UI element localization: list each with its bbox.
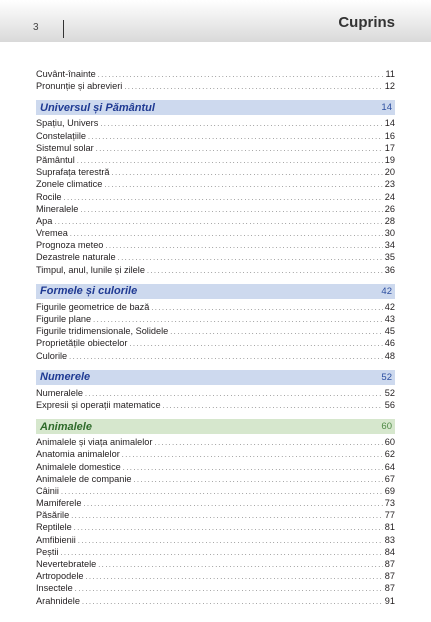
- section-page: 14: [381, 102, 392, 114]
- toc-entry-label: Proprietățile obiectelor: [36, 338, 128, 349]
- toc-entry[interactable]: [36, 154, 395, 166]
- dot-leader: [154, 438, 382, 448]
- toc-entry[interactable]: [36, 399, 395, 411]
- toc-entry[interactable]: [36, 497, 395, 509]
- table-of-contents: [36, 68, 395, 615]
- toc-entry-page: 67: [384, 473, 395, 484]
- toc-entry[interactable]: [36, 350, 395, 362]
- dot-leader: [75, 584, 383, 594]
- toc-entry-label: Animalele de companie: [36, 473, 132, 484]
- toc-entry[interactable]: [36, 166, 395, 178]
- toc-entry-label: Câinii: [36, 485, 59, 496]
- toc-entry[interactable]: [36, 534, 395, 546]
- toc-sections: [36, 100, 395, 606]
- toc-entry[interactable]: [36, 117, 395, 129]
- toc-entry-label: Animalele domestice: [36, 461, 121, 472]
- toc-entry-label: Timpul, anul, lunile și zilele: [36, 264, 145, 275]
- dot-leader: [118, 253, 383, 263]
- toc-entry-page: 87: [384, 559, 395, 569]
- dot-leader: [96, 144, 383, 154]
- toc-entry[interactable]: [36, 473, 395, 485]
- dot-leader: [105, 241, 382, 251]
- toc-entry-label: Arahnidele: [36, 595, 80, 606]
- toc-entry[interactable]: [36, 251, 395, 263]
- dot-leader: [98, 70, 384, 80]
- dot-leader: [163, 401, 383, 411]
- toc-entry-label: Spațiu, Univers: [36, 118, 99, 129]
- toc-entry[interactable]: [36, 264, 395, 276]
- toc-entry-label: Culorile: [36, 350, 68, 361]
- toc-entry-page: 36: [384, 264, 395, 275]
- dot-leader: [83, 499, 382, 509]
- toc-entry-label: Dezastrele naturale: [36, 252, 116, 263]
- toc-entry-page: 60: [384, 437, 395, 448]
- dot-leader: [70, 229, 383, 239]
- toc-entry-label: Animalele și viața animalelor: [36, 437, 153, 448]
- toc-entry-page: 34: [384, 240, 395, 251]
- toc-entry[interactable]: [36, 227, 395, 239]
- dot-leader: [69, 352, 383, 362]
- toc-entry-label: Vremea: [36, 228, 68, 239]
- toc-entry-page: 19: [384, 154, 395, 165]
- dot-leader: [77, 156, 383, 166]
- toc-entry[interactable]: [36, 178, 395, 190]
- section-title: Formele și culorile: [40, 285, 138, 298]
- toc-entry-label: Prognoza meteo: [36, 240, 104, 251]
- toc-entry-page: 24: [384, 191, 395, 202]
- dot-leader: [123, 463, 383, 473]
- section-title: Animalele: [40, 420, 92, 433]
- section-heading[interactable]: [36, 100, 395, 115]
- toc-entry[interactable]: [36, 239, 395, 251]
- dot-leader: [54, 217, 382, 227]
- toc-entry[interactable]: [36, 570, 395, 582]
- section-title: Universul și Pământul: [40, 101, 155, 114]
- toc-section: [36, 100, 395, 275]
- toc-entry[interactable]: [36, 203, 395, 215]
- dot-leader: [100, 119, 382, 129]
- dot-leader: [64, 193, 383, 203]
- dot-leader: [61, 487, 383, 497]
- toc-entry-page: 91: [384, 595, 395, 606]
- toc-entry[interactable]: [36, 387, 395, 399]
- dot-leader: [93, 315, 383, 325]
- toc-entry-label: Insectele: [36, 583, 73, 594]
- toc-entry[interactable]: [36, 521, 395, 533]
- toc-entry-page: 46: [384, 338, 395, 349]
- toc-entry-label: Păsările: [36, 510, 70, 521]
- toc-entry-page: 73: [384, 498, 395, 509]
- dot-leader: [82, 597, 383, 607]
- toc-entry-page: 69: [384, 485, 395, 496]
- toc-entry[interactable]: [36, 130, 395, 142]
- toc-entry-label: Numeralele: [36, 387, 83, 398]
- toc-entry-page: 23: [384, 179, 395, 190]
- toc-entry[interactable]: [36, 301, 395, 313]
- toc-entry-page: 56: [384, 399, 395, 410]
- section-title: Numerele: [40, 371, 91, 384]
- toc-entry-label: Mineralele: [36, 203, 79, 214]
- section-heading[interactable]: [36, 419, 395, 434]
- toc-entry[interactable]: [36, 509, 395, 521]
- toc-entry-page: 81: [384, 522, 395, 533]
- toc-entry-page: 62: [384, 449, 395, 460]
- section-heading[interactable]: [36, 370, 395, 385]
- toc-entry-label: Sistemul solar: [36, 142, 94, 153]
- toc-entry[interactable]: [36, 546, 395, 558]
- toc-entry[interactable]: [36, 595, 395, 607]
- page-title: Cuprins: [338, 14, 395, 31]
- toc-entry[interactable]: [36, 582, 395, 594]
- dot-leader: [104, 180, 382, 190]
- dot-leader: [122, 450, 383, 460]
- dot-leader: [86, 572, 383, 582]
- toc-entry-label: Expresii și operații matematice: [36, 399, 161, 410]
- toc-entry-page: 26: [384, 203, 395, 214]
- toc-entry-label: Peștii: [36, 546, 59, 557]
- dot-leader: [170, 327, 383, 337]
- toc-entry[interactable]: [36, 485, 395, 497]
- toc-entry[interactable]: [36, 325, 395, 337]
- dot-leader: [85, 389, 383, 399]
- toc-entry-page: 11: [385, 69, 395, 79]
- toc-entry-label: Pronunție și abrevieri: [36, 81, 123, 92]
- page-header: [0, 0, 431, 42]
- section-page: 52: [381, 371, 392, 383]
- toc-entry-page: 20: [384, 167, 395, 178]
- dot-leader: [151, 303, 382, 313]
- section-page: 60: [381, 421, 392, 433]
- toc-entry[interactable]: [36, 68, 395, 80]
- toc-entry[interactable]: [36, 436, 395, 448]
- dot-leader: [80, 205, 382, 215]
- toc-entry-page: 52: [384, 387, 395, 398]
- toc-entry-page: 16: [384, 130, 395, 141]
- toc-entry-label: Mamiferele: [36, 498, 82, 509]
- toc-entry-page: 28: [384, 215, 395, 226]
- toc-entry-page: 48: [384, 350, 395, 361]
- dot-leader: [124, 82, 382, 92]
- section-heading[interactable]: [36, 284, 395, 299]
- toc-section: [36, 370, 395, 411]
- toc-entry-label: Apa: [36, 215, 53, 226]
- dot-leader: [129, 339, 382, 349]
- toc-entry-label: Cuvânt-înainte: [36, 69, 96, 79]
- header-divider: [63, 20, 64, 38]
- toc-entry-page: 14: [384, 118, 395, 129]
- toc-entry-page: 43: [384, 314, 395, 324]
- toc-entry[interactable]: [36, 337, 395, 349]
- toc-entry-label: Pământul: [36, 154, 75, 165]
- toc-entry-label: Figurile plane: [36, 314, 92, 324]
- toc-entry[interactable]: [36, 142, 395, 154]
- toc-entry-label: Anatomia animalelor: [36, 449, 120, 460]
- dot-leader: [88, 132, 383, 142]
- toc-entry-label: Suprafața terestră: [36, 167, 110, 178]
- dot-leader: [98, 560, 383, 570]
- toc-entry[interactable]: [36, 313, 395, 325]
- dot-leader: [60, 548, 382, 558]
- section-page: 42: [381, 285, 392, 297]
- toc-entry-page: 87: [384, 571, 395, 582]
- dot-leader: [74, 523, 383, 533]
- dot-leader: [147, 266, 383, 276]
- toc-entry-page: 87: [384, 583, 395, 594]
- dot-leader: [134, 475, 383, 485]
- toc-entry-page: 35: [384, 252, 395, 263]
- toc-intro: [36, 68, 395, 92]
- toc-entry-label: Figurile tridimensionale, Solidele: [36, 326, 169, 337]
- page-number: 3: [33, 22, 39, 33]
- toc-section: [36, 419, 395, 607]
- toc-entry[interactable]: [36, 80, 395, 92]
- toc-entry-label: Zonele climatice: [36, 179, 103, 190]
- toc-entry[interactable]: [36, 558, 395, 570]
- toc-entry[interactable]: [36, 215, 395, 227]
- dot-leader: [112, 168, 383, 178]
- toc-entry-page: 83: [384, 534, 395, 545]
- toc-entry-label: Constelațiile: [36, 130, 87, 141]
- toc-entry-page: 42: [384, 301, 395, 312]
- toc-entry[interactable]: [36, 461, 395, 473]
- toc-entry-page: 77: [384, 510, 395, 521]
- toc-entry-label: Rocile: [36, 191, 62, 202]
- toc-entry-label: Nevertebratele: [36, 559, 97, 569]
- toc-entry-page: 64: [384, 461, 395, 472]
- toc-section: [36, 284, 395, 362]
- dot-leader: [71, 511, 383, 521]
- dot-leader: [78, 536, 383, 546]
- toc-entry-label: Artropodele: [36, 571, 84, 582]
- toc-entry-label: Amfibienii: [36, 534, 76, 545]
- toc-entry-label: Reptilele: [36, 522, 72, 533]
- toc-entry-page: 12: [384, 81, 395, 92]
- toc-entry[interactable]: [36, 191, 395, 203]
- toc-entry-page: 45: [384, 326, 395, 337]
- toc-entry-page: 17: [384, 142, 395, 153]
- toc-entry[interactable]: [36, 448, 395, 460]
- toc-entry-page: 84: [384, 546, 395, 557]
- toc-entry-label: Figurile geometrice de bază: [36, 301, 150, 312]
- toc-entry-page: 30: [384, 228, 395, 239]
